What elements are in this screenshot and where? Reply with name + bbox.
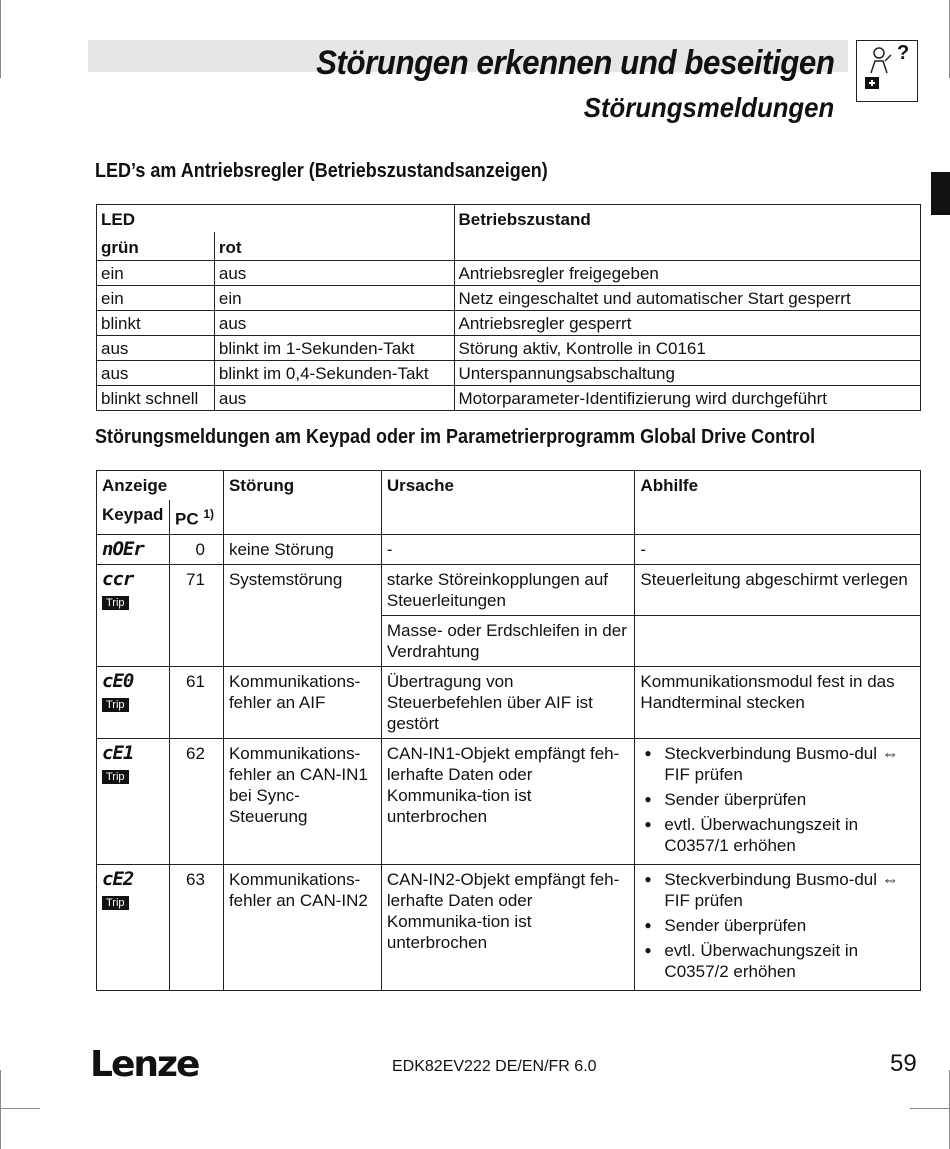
pc-code-cell: 62 [169, 738, 223, 864]
stoerung-cell: Kommunikations-fehler an CAN-IN1 bei Sync-Steuerung [223, 738, 381, 864]
pc-code-cell: 71 [169, 564, 223, 666]
crop-mark [0, 0, 1, 78]
column-header-led: LED [97, 205, 455, 233]
crop-mark [910, 1108, 950, 1109]
led-rot-cell: aus [214, 261, 454, 286]
trip-badge: Trip [102, 698, 129, 712]
table-row [97, 311, 921, 336]
stoerung-cell: Kommunikations-fehler an AIF [223, 666, 381, 738]
led-section-heading: LED’s am Antriebsregler (Betriebszustandsanzeigen) [95, 160, 548, 182]
keypad-display-cell [97, 864, 170, 990]
abhilfe-cell [635, 615, 921, 666]
ursache-cell: CAN-IN1-Objekt empfängt feh-lerhafte Daten oder Kommunika-tion ist unterbrochen [381, 738, 635, 864]
page-title: Störungen erkennen und beseitigen [315, 44, 834, 82]
betriebszustand-cell: Motorparameter-Identifizierung wird durchgeführt [454, 386, 920, 411]
led-rot-cell: aus [214, 311, 454, 336]
keypad-display-cell [97, 666, 170, 738]
column-header-pc: PC $^{1)}$ [169, 500, 223, 534]
page-subtitle: Störungsmeldungen [583, 92, 834, 123]
stoerung-cell: Kommunikations-fehler an CAN-IN2 [223, 864, 381, 990]
page-number: 59 [890, 1050, 917, 1077]
table-row [97, 286, 921, 311]
column-header-ursache: Ursache [381, 471, 635, 535]
column-header-anzeige: Anzeige [97, 471, 224, 501]
ursache-cell: Masse- oder Erdschleifen in der Verdrahtung [381, 615, 635, 666]
column-header-stoerung: Störung [223, 471, 381, 535]
trip-badge: Trip [102, 896, 129, 910]
table-row [97, 361, 921, 386]
keypad-code: cE0 [102, 669, 134, 692]
betriebszustand-cell: Netz eingeschaltet und automatischer Start gesperrt [454, 286, 920, 311]
table-row [97, 738, 921, 864]
abhilfe-cell: Kommunikationsmodul fest in das Handterminal stecken [635, 666, 921, 738]
led-gruen-cell: blinkt [97, 311, 215, 336]
table-row [97, 336, 921, 361]
list-item: ● Sender überprüfen [640, 789, 915, 810]
abhilfe-list [640, 743, 915, 856]
pc-code-cell: 61 [169, 666, 223, 738]
crop-mark [0, 1070, 1, 1149]
column-header-rot: rot [214, 232, 454, 261]
led-gruen-cell: aus [97, 361, 215, 386]
ursache-cell: starke Störeinkopplungen auf Steuerleitungen [381, 564, 635, 615]
betriebszustand-cell: Antriebsregler freigegeben [454, 261, 920, 286]
table-row [97, 564, 921, 615]
table-row [97, 534, 921, 564]
fault-section-heading: Störungsmeldungen am Keypad oder im Parametrierprogramm Global Drive Control [95, 426, 816, 448]
svg-text:?: ? [897, 42, 910, 64]
led-rot-cell: ein [214, 286, 454, 311]
column-header-zustand: Betriebszustand [454, 205, 920, 261]
keypad-code: cE2 [102, 867, 134, 890]
led-rot-cell: blinkt im 1-Sekunden-Takt [214, 336, 454, 361]
led-gruen-cell: aus [97, 336, 215, 361]
table-row [97, 864, 921, 990]
keypad-code: cE1 [102, 741, 134, 764]
column-header-gruen: grün [97, 232, 215, 261]
keypad-display-cell [97, 564, 170, 666]
keypad-code: nOEr [102, 537, 144, 560]
led-rot-cell: blinkt im 0,4-Sekunden-Takt [214, 361, 454, 386]
keypad-display-cell [97, 738, 170, 864]
document-code: EDK82EV222 DE/EN/FR 6.0 [392, 1058, 597, 1075]
column-header-keypad: Keypad [97, 500, 170, 534]
list-item: ● Steckverbindung Busmo-dul ⇔ FIF prüfen [640, 743, 915, 785]
pc-code-cell: 0 [169, 534, 223, 564]
betriebszustand-cell: Antriebsregler gesperrt [454, 311, 920, 336]
ursache-cell: Übertragung von Steuerbefehlen über AIF ist gestört [381, 666, 635, 738]
list-item: ● Steckverbindung Busmo-dul ⇔ FIF prüfen [640, 869, 915, 911]
led-rot-cell: aus [214, 386, 454, 411]
trip-badge: Trip [102, 596, 129, 610]
fault-message-table [96, 470, 921, 991]
ursache-cell: CAN-IN2-Objekt empfängt feh-lerhafte Daten oder Kommunika-tion ist unterbrochen [381, 864, 635, 990]
abhilfe-cell [635, 738, 921, 864]
column-header-abhilfe: Abhilfe [635, 471, 921, 535]
ursache-cell: - [381, 534, 635, 564]
chapter-tab-marker [931, 172, 950, 215]
led-gruen-cell: blinkt schnell [97, 386, 215, 411]
keypad-code: ccr [102, 567, 134, 590]
pc-code-cell: 63 [169, 864, 223, 990]
footnote-marker: 1) [203, 507, 215, 521]
abhilfe-cell: Steuerleitung abgeschirmt verlegen [635, 564, 921, 615]
led-gruen-cell: ein [97, 261, 215, 286]
list-item: ● Sender überprüfen [640, 915, 915, 936]
led-status-table [96, 204, 921, 411]
trip-badge: Trip [102, 770, 129, 784]
table-row [97, 386, 921, 411]
abhilfe-list [640, 869, 915, 982]
betriebszustand-cell: Unterspannungsabschaltung [454, 361, 920, 386]
list-item: ● evtl. Überwachungszeit in C0357/2 erhöhen [640, 940, 915, 982]
betriebszustand-cell: Störung aktiv, Kontrolle in C0161 [454, 336, 920, 361]
abhilfe-cell: - [635, 534, 921, 564]
led-gruen-cell: ein [97, 286, 215, 311]
lenze-logo: Lenze [90, 1044, 199, 1085]
stoerung-cell: keine Störung [223, 534, 381, 564]
troubleshooting-help-icon [856, 40, 918, 102]
crop-mark [0, 1108, 40, 1109]
table-header-row [97, 205, 921, 233]
stoerung-cell: Systemstörung [223, 564, 381, 666]
table-header-row [97, 471, 921, 501]
abhilfe-cell [635, 864, 921, 990]
list-item: ● evtl. Überwachungszeit in C0357/1 erhöhen [640, 814, 915, 856]
table-row [97, 261, 921, 286]
keypad-display-cell [97, 534, 170, 564]
table-row [97, 666, 921, 738]
